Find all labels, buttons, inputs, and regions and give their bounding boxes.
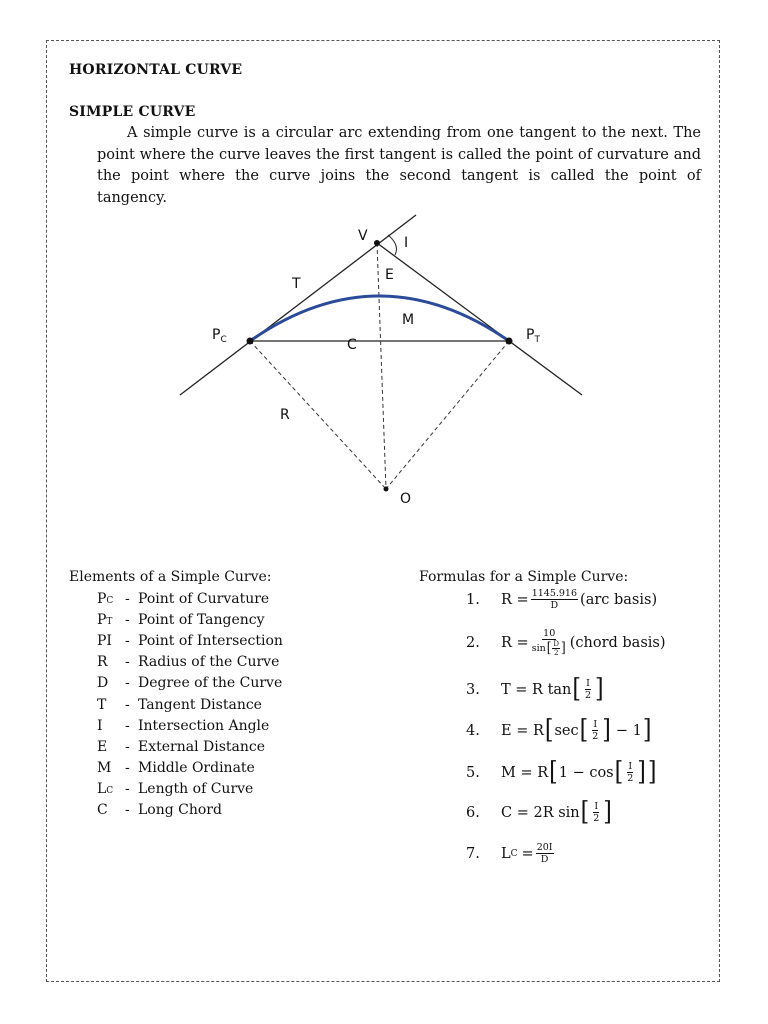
element-symbol-wrap	[97, 612, 125, 628]
element-dash: -	[125, 738, 130, 755]
element-description: External Distance	[138, 738, 266, 755]
element-dash: -	[125, 632, 130, 649]
element-symbol-sub: T	[106, 616, 113, 627]
formula-6: 6. C = 2R sin [ $\frac{I}{2}$ ]	[466, 796, 612, 827]
element-symbol: P	[97, 590, 107, 607]
element-dash: -	[125, 611, 130, 628]
element-row	[97, 694, 283, 715]
element-symbol: E	[97, 738, 108, 755]
element-description: Intersection Angle	[138, 717, 270, 734]
element-row	[97, 609, 283, 630]
center-dot	[384, 487, 389, 492]
element-symbol-wrap	[97, 591, 125, 607]
simple-curve-diagram	[170, 205, 600, 515]
element-symbol: C	[97, 802, 108, 819]
element-row	[97, 736, 283, 757]
label-c: C	[347, 337, 357, 353]
element-dash: -	[125, 654, 130, 671]
label-i: I	[404, 235, 409, 251]
element-description: Middle Ordinate	[138, 760, 255, 777]
element-row	[97, 779, 283, 800]
element-row	[97, 652, 283, 673]
element-symbol-sub: C	[106, 595, 114, 606]
element-dash: -	[125, 717, 130, 734]
element-symbol-wrap	[97, 633, 125, 649]
label-pc: $P_C$	[212, 327, 227, 345]
formula-5: 5. M = R [ 1 − cos [ $\frac{I}{2}$ ] ]	[466, 756, 657, 787]
element-symbol: I	[97, 717, 103, 734]
point-of-curvature-dot	[247, 338, 254, 345]
element-row	[97, 630, 283, 651]
label-t: T	[292, 276, 301, 292]
element-row	[97, 758, 283, 779]
element-dash: -	[125, 590, 130, 607]
element-dash: -	[125, 696, 130, 713]
element-row	[97, 715, 283, 736]
element-symbol-wrap	[97, 739, 125, 755]
element-symbol: R	[97, 654, 108, 671]
element-dash: -	[125, 760, 130, 777]
section-title: SIMPLE CURVE	[69, 104, 196, 120]
label-v: V	[358, 228, 368, 244]
label-m: M	[402, 312, 415, 328]
element-row	[97, 800, 283, 821]
element-dash: -	[125, 781, 130, 798]
label-e: E	[385, 267, 394, 283]
element-symbol: PI	[97, 632, 112, 649]
element-symbol: P	[97, 611, 107, 628]
element-symbol-wrap	[97, 718, 125, 734]
formula-1: 1. R = $\frac{1145.916}{D}$ (arc basis)	[466, 588, 658, 611]
point-of-tangency-dot	[506, 338, 513, 345]
element-dash: -	[125, 802, 130, 819]
element-symbol-wrap	[97, 675, 125, 691]
elements-title: Elements of a Simple Curve:	[69, 569, 272, 585]
element-symbol-wrap	[97, 760, 125, 776]
element-symbol: T	[97, 696, 107, 713]
label-o: O	[400, 491, 412, 507]
element-symbol: M	[97, 760, 112, 777]
element-symbol-wrap	[97, 781, 125, 797]
element-row	[97, 673, 283, 694]
formulas-title: Formulas for a Simple Curve:	[419, 569, 629, 585]
radius-line-left	[250, 341, 386, 489]
vertex-dot	[374, 240, 380, 246]
formula-4: 4. E = R [ sec [ $\frac{I}{2}$ ] − 1 ]	[466, 714, 652, 745]
radius-line-right	[386, 341, 509, 489]
back-tangent-line	[180, 215, 416, 395]
intro-paragraph: A simple curve is a circular arc extending from one tangent to the next. The point where the curve leaves the first tangent is called the point of curvature and the point where the curve joins the second tangent is called the point of tangency.	[97, 125, 701, 206]
element-description: Point of Curvature	[138, 590, 270, 607]
formula-3: 3. T = R tan [ $\frac{I}{2}$ ]	[466, 673, 604, 704]
element-symbol-wrap	[97, 654, 125, 670]
element-symbol-wrap	[97, 697, 125, 713]
formula-7: 7. L C = $\frac{20I}{D}$	[466, 842, 553, 865]
element-symbol-sub: C	[106, 786, 114, 797]
elements-list	[97, 588, 283, 821]
formula-2: 2. R = 10 sin[ $\frac{D}{2}$ ] (chord basis)	[466, 628, 666, 657]
element-symbol-wrap	[97, 802, 125, 818]
page-title: HORIZONTAL CURVE	[69, 62, 243, 78]
element-description: Length of Curve	[138, 781, 254, 798]
element-description: Point of Tangency	[138, 611, 265, 628]
label-pt: $P_T$	[526, 327, 540, 345]
element-symbol: L	[97, 781, 107, 798]
element-description: Radius of the Curve	[138, 654, 280, 671]
element-row	[97, 588, 283, 609]
label-r: R	[280, 407, 290, 423]
element-description: Degree of the Curve	[138, 675, 283, 692]
element-description: Long Chord	[138, 802, 222, 819]
element-description: Tangent Distance	[138, 696, 262, 713]
element-description: Point of Intersection	[138, 632, 283, 649]
element-symbol: D	[97, 675, 109, 692]
element-dash: -	[125, 675, 130, 692]
